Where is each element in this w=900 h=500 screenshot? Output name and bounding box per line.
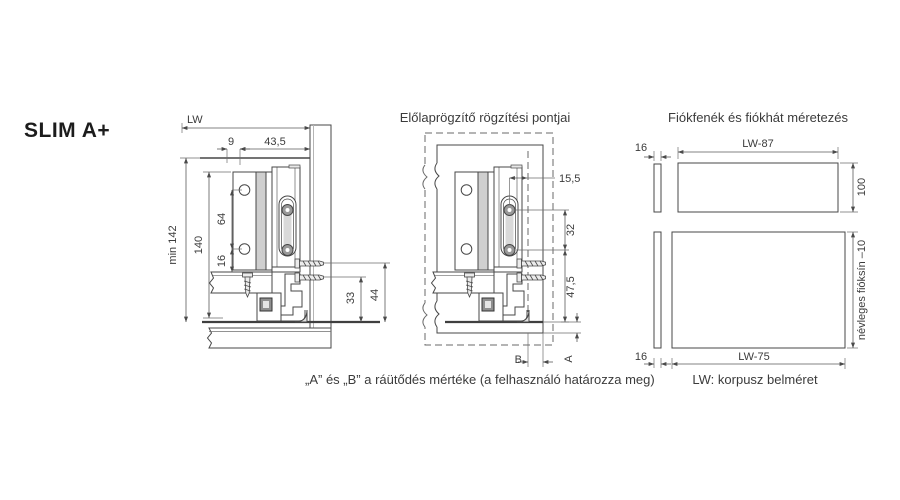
dim-9-label: 9 — [227, 136, 235, 148]
dim-47-5-label: 47,5 — [565, 276, 577, 298]
bottom-panel-edge-strip — [654, 232, 661, 348]
dim-140-label: 140 — [193, 235, 205, 255]
dim-64-label: 64 — [216, 212, 228, 226]
cabinet-bottom-panel — [208, 328, 332, 348]
drawer-back-board — [678, 163, 838, 212]
drawer-bottom-board — [672, 232, 845, 348]
dim-16-top-label: 16 — [634, 142, 648, 154]
dim-lw-75-label: LW-75 — [738, 351, 770, 363]
dim-a-label: A — [563, 355, 575, 363]
dim-b-label: B — [514, 354, 522, 366]
right-drawing-title: Fiókfenék és fiókhát méretezés — [668, 110, 848, 125]
dim-lw-label: LW — [187, 114, 203, 126]
middle-drawing-title: Előlaprögzítő rögzítési pontjai — [399, 110, 571, 125]
dim-nominal-rail-label: névleges fióksín –10 — [856, 239, 868, 341]
back-panel-edge-strip — [654, 164, 661, 212]
caption-a-b-note: „A” és „B” a ráütődés mértéke (a felhasználó határozza meg) — [305, 372, 655, 387]
dim-43-5-label: 43,5 — [264, 136, 286, 148]
right-drawing-sizing — [628, 130, 880, 378]
dim-15-5-label: 15,5 — [559, 173, 581, 185]
dim-16-bottom-label: 16 — [634, 351, 648, 363]
dim-min142-label: min 142 — [167, 225, 179, 265]
page-title: SLIM A+ — [24, 119, 111, 142]
dim-44-label: 44 — [369, 288, 381, 302]
dim-16-label: 16 — [216, 254, 228, 268]
dim-100-label: 100 — [856, 177, 868, 197]
left-drawing-cross-section — [165, 105, 405, 360]
caption-lw-note: LW: korpusz belméret — [692, 372, 818, 387]
dim-lw-87-label: LW-87 — [742, 138, 774, 150]
dim-33-label: 33 — [345, 291, 357, 305]
dim-32-label: 32 — [565, 223, 577, 237]
middle-drawing-fixing-points — [395, 105, 595, 375]
